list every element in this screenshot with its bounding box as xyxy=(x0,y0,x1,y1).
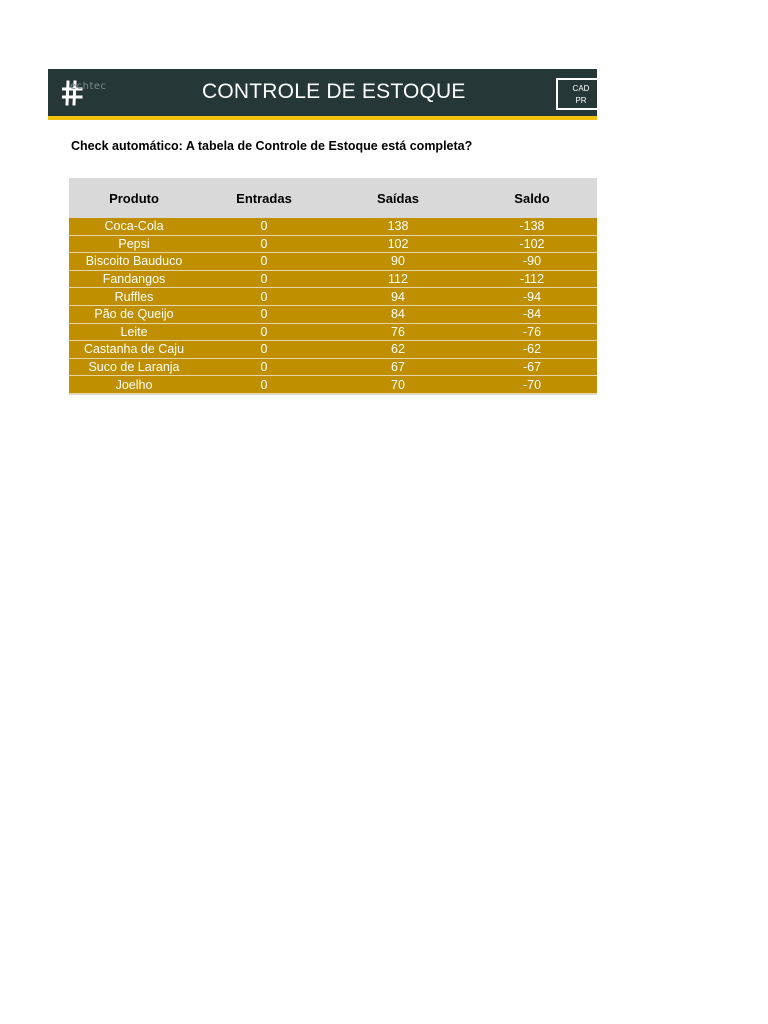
stock-table xyxy=(69,178,597,395)
cell-saldo[interactable]: -112 xyxy=(519,272,545,287)
logo-text: echtec xyxy=(70,81,107,92)
cadastro-button[interactable] xyxy=(556,78,597,110)
cadastro-button-line1: CAD xyxy=(572,84,590,93)
cadastro-button-line2: PR xyxy=(575,96,587,105)
cell-saidas[interactable]: 94 xyxy=(391,289,405,304)
cell-produto[interactable]: Coca-Cola xyxy=(104,219,164,234)
cell-saldo[interactable]: -138 xyxy=(519,219,545,234)
cell-produto[interactable]: Leite xyxy=(120,324,148,339)
column-header-entradas: Entradas xyxy=(236,190,292,206)
cell-entradas[interactable]: 0 xyxy=(260,360,268,375)
table-bottom-border xyxy=(69,394,597,395)
header-accent-stripe xyxy=(48,116,597,120)
cell-saldo[interactable]: -62 xyxy=(522,342,542,357)
table-row xyxy=(69,218,597,236)
cell-saidas[interactable]: 62 xyxy=(391,342,405,357)
table-row xyxy=(69,341,597,359)
cell-saidas[interactable]: 67 xyxy=(391,360,405,375)
cell-produto[interactable]: Joelho xyxy=(115,377,153,392)
cell-saldo[interactable]: -76 xyxy=(522,324,542,339)
cell-entradas[interactable]: 0 xyxy=(260,324,268,339)
cell-saidas[interactable]: 102 xyxy=(387,236,409,251)
cell-entradas[interactable]: 0 xyxy=(260,236,268,251)
page-title: CONTROLE DE ESTOQUE xyxy=(202,80,466,103)
table-row xyxy=(69,236,597,254)
check-text: Check automático: A tabela de Controle de Estoque está completa? xyxy=(71,139,473,153)
cell-entradas[interactable]: 0 xyxy=(260,219,268,234)
cell-produto[interactable]: Pepsi xyxy=(118,236,150,251)
cell-saidas[interactable]: 76 xyxy=(391,324,405,339)
cell-saldo[interactable]: -67 xyxy=(522,360,542,375)
cell-produto[interactable]: Biscoito Bauduco xyxy=(85,254,183,269)
cell-produto[interactable]: Fandangos xyxy=(102,272,166,287)
cell-entradas[interactable]: 0 xyxy=(260,254,268,269)
cell-saidas[interactable]: 90 xyxy=(391,254,405,269)
cell-saidas[interactable]: 138 xyxy=(387,219,409,234)
cell-entradas[interactable]: 0 xyxy=(260,289,268,304)
table-row xyxy=(69,271,597,289)
cell-saldo[interactable]: -94 xyxy=(522,289,542,304)
table-row xyxy=(69,288,597,306)
cell-saldo[interactable]: -102 xyxy=(519,236,545,251)
column-header-saidas: Saídas xyxy=(377,190,419,206)
table-row xyxy=(69,324,597,342)
cell-saidas[interactable]: 112 xyxy=(388,272,408,287)
cell-produto[interactable]: Suco de Laranja xyxy=(88,360,180,375)
table-row xyxy=(69,306,597,324)
cell-entradas[interactable]: 0 xyxy=(260,307,268,322)
cell-saldo[interactable]: -70 xyxy=(522,377,542,392)
table-row xyxy=(69,253,597,271)
cell-entradas[interactable]: 0 xyxy=(260,342,268,357)
cell-entradas[interactable]: 0 xyxy=(260,377,268,392)
cell-produto[interactable]: Castanha de Caju xyxy=(83,342,185,357)
cell-produto[interactable]: Pão de Queijo xyxy=(94,307,174,322)
column-header-saldo: Saldo xyxy=(514,190,550,206)
cell-saldo[interactable]: -84 xyxy=(522,307,542,322)
cell-saidas[interactable]: 70 xyxy=(391,377,405,392)
table-row xyxy=(69,359,597,377)
cell-saidas[interactable]: 84 xyxy=(391,307,405,322)
cell-saldo[interactable]: -90 xyxy=(522,254,542,269)
table-header xyxy=(69,178,597,218)
header-banner xyxy=(48,69,597,116)
column-header-produto: Produto xyxy=(109,190,159,206)
table-row xyxy=(69,376,597,394)
cell-entradas[interactable]: 0 xyxy=(260,272,268,287)
cell-produto[interactable]: Ruffles xyxy=(114,289,154,304)
